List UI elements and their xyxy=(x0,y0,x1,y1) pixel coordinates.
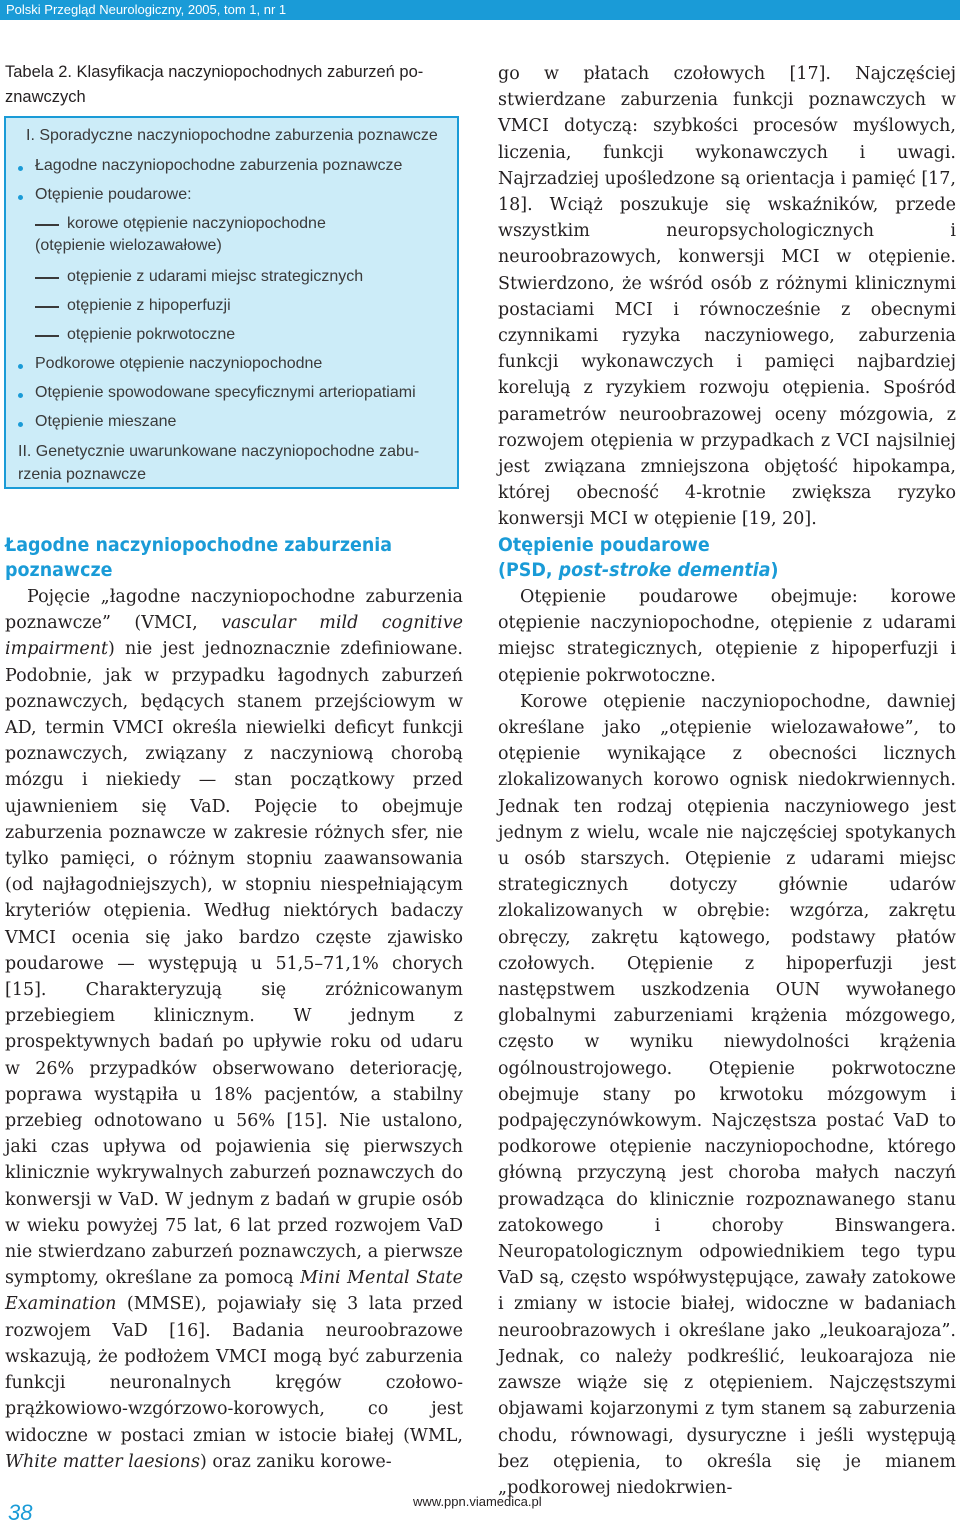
text-run: ) oraz zaniku korowe- xyxy=(199,1451,392,1472)
heading-line: Łagodne naczyniopochodne zaburzenia xyxy=(5,534,393,556)
running-title: Polski Przegląd Neurologiczny, 2005, tom 1, nr 1 xyxy=(6,2,287,17)
paragraph: Korowe otępienie naczyniopochodne, dawniej określane jako „otępienie wielozawałowe”, to otępienie wynikające z obecności licznych zlokalizowanych korowo ognisk niedokrwiennych. Jednak ten rodzaj otępienia naczyniowego jest jednym z wielu, wcale nie najczęściej spotykanych u osób starszych. Otępienie z udarami miejsc strategicznych dotyczy głównie udarów zlokalizowanych w obrębie: wzgórza, zakrętu obręczy, zakrętu kątowego, podstawy płatów czołowych. Otępienie z hipoperfuzji jest następstwem uszkodzenia OUN wywołanego globalnymi zaburzeniami krążenia mózgowego, często w wyniku niewydolności krążenia ogólnoustrojowego. Otępienie pokrwotoczne obejmuje stany po krwotoku mózgowym i podpajęczynówkowym. Najczęstsza postać VaD to podkorowe otępienie naczyniopochodne, którego główną przyczyną jest choroba małych naczyń prowadząca do klinicznie rozpoznawanego stanu zatokowego i choroby Binswangera. Neuropatologicznym odpowiednikiem tego typu VaD są, często współwystępujące, zawały zatokowe i zmiany w istocie białej, widoczne w badaniach neuroobrazowych i określane jako „leukoarajoza”. Jednak, co należy podkreślić, leukoarajoza nie zawsze wiąże się z otępieniem. Najczęstszymi objawami kojarzonymi z tym stanem są zaburzenia chodu, równowagi, dysuryczne i jeśli występują bez otępienia, to określa się je mianem „podkorowej niedokrwien- xyxy=(498,691,956,1498)
body-text-right-top xyxy=(498,61,956,533)
classification-table xyxy=(4,116,459,489)
table-row: korowe otępienie naczyniopochodne xyxy=(67,215,326,232)
bullet-icon xyxy=(18,195,23,200)
table-row: rzenia poznawcze xyxy=(18,466,147,483)
table-caption xyxy=(5,60,461,110)
bullet-icon xyxy=(18,166,23,171)
heading-line: poznawcze xyxy=(5,559,113,581)
journal-url[interactable]: www.ppn.viamedica.pl xyxy=(413,1494,542,1509)
page-number: 38 xyxy=(8,1500,33,1525)
italic-text: vascular mild cognitive impairment xyxy=(5,613,463,660)
bullet-icon xyxy=(18,422,23,427)
table-row: I. Sporadyczne naczyniopochodne zaburzenia poznawcze xyxy=(26,127,438,144)
italic-text: post-stroke dementia xyxy=(558,559,771,581)
heading-line: Otępienie poudarowe xyxy=(498,534,710,556)
table-row: otępienie z hipoperfuzji xyxy=(67,297,231,314)
heading-line xyxy=(498,558,779,583)
table-row: (otępienie wielozawałowe) xyxy=(35,237,222,254)
paragraph xyxy=(5,584,463,1475)
paragraph: go w płatach czołowych [17]. Najczęściej stwierdzane zaburzenia funkcji poznawczych w VMCI dotyczą: szybkości procesów myślowych, liczenia, funkcji wykonawczych i uwagi. Najrzadziej upośledzone są orientacja i pamięć [17, 18]. Wciąż poszukuje się wskaźników, przede wszystkim neuropsychologicznych i neuroobrazowych, konwersji MCI w otępienie. Stwierdzono, że wśród osób z różnymi klinicznymi postaciami MCI i równocześnie z obecnymi czynnikami ryzyka naczyniowego, zaburzenia funkcji wykonawczych i pamięci najbardziej korelują z ryzykiem rozwoju otępienia. Spośród parametrów neuroobrazowej oceny mózgowia, z rozwojem otępienia w przypadkach z VCI najsilniej jest związana zmniejszona objętość hipokampa, której obecność 4-krotnie zwiększa ryzyko konwersji MCI w otępienie [19, 20]. xyxy=(498,64,956,530)
text-run: (MMSE), pojawiały się 3 lata przed rozwojem VaD [16]. Badania neuroobrazowe wskazują, że podłożem VMCI mogą być zaburzenia funkcji neuronalnych kręgów czołowo-prążkowiowo-wzgórzowo-korowych, co jest widoczne w postaci zmian w istocie białej (WML, xyxy=(5,1294,463,1446)
table-row: Otępienie mieszane xyxy=(35,413,177,430)
dash-icon xyxy=(35,224,59,226)
table-row: Łagodne naczyniopochodne zaburzenia poznawcze xyxy=(35,157,403,174)
bullet-icon xyxy=(18,393,23,398)
text-run: (PSD, xyxy=(498,559,559,581)
table-row: Podkorowe otępienie naczyniopochodne xyxy=(35,355,323,372)
paragraph: Otępienie poudarowe obejmuje: korowe otępienie naczyniopochodne, otępienie z udarami miejsc strategicznych, otępienie z hipoperfuzji i otępienie pokrwotoczne. xyxy=(498,587,956,686)
text-run: ) nie jest jednoznacznie zdefiniowane. Podobnie, jak w przypadku łagodnych zaburzeń poznawczych, będących stanem przejściowym w AD, termin VMCI określa niewielki deficyt funkcji poznawczych, związany z naczyniową chorobą mózgu i niekiedy — stan początkowy przed ujawnieniem się VaD. Pojęcie to obejmuje zaburzenia poznawcze w zakresie różnych sfer, nie tylko pamięci, o różnym stopniu zaawansowania (od najłagodniejszych), w stopniu niespełniającym kryteriów otępienia. Według niektórych badaczy VMCI ocenia się jako bardzo częste zjawisko poudarowe — występują u 51,5–71,1% chorych [15]. Charakteryzują się zróżnicowanym przebiegiem klinicznym. W jednym z prospektywnych badań po upływie roku od udaru w 26% przypadków obserwowano deteriorację, poprawa wystąpiła u 18% pacjentów, a stabilny przebieg odnotowano u 56% [15]. Nie ustalono, jaki czas upływa od pojawienia się pierwszych klinicznie wykrywalnych zaburzeń poznawczych do konwersji w VaD. W jednym z badań w grupie osób w wieku powyżej 75 lat, 6 lat przed rozwojem VaD nie stwierdzano zaburzeń poznawczych, a pierwsze symptomy, określane za pomocą xyxy=(5,639,463,1289)
section-heading-psd xyxy=(498,533,779,583)
bullet-icon xyxy=(18,364,23,369)
table-caption-line: Tabela 2. Klasyfikacja naczyniopochodnych zaburzeń po- xyxy=(5,63,424,81)
table-row: Otępienie spowodowane specyficznymi arteriopatiami xyxy=(35,384,416,401)
dash-icon xyxy=(35,277,59,279)
table-row: otępienie z udarami miejsc strategicznych xyxy=(67,268,364,285)
italic-text: White matter laesions xyxy=(5,1451,200,1472)
table-row: otępienie pokrwotoczne xyxy=(67,326,236,343)
dash-icon xyxy=(35,306,59,308)
body-text-right xyxy=(498,584,956,1501)
section-heading-vmci xyxy=(5,533,392,583)
text-run: Pojęcie „łagodne naczyniopochodne zaburzenia poznawcze” (VMCI, xyxy=(5,587,463,634)
text-run: ) xyxy=(770,559,779,581)
italic-text: Mini Mental State Examination xyxy=(5,1268,463,1315)
running-header xyxy=(0,0,960,20)
dash-icon xyxy=(35,335,59,337)
table-row: Otępienie poudarowe: xyxy=(35,186,192,203)
table-row: II. Genetycznie uwarunkowane naczyniopochodne zabu- xyxy=(18,443,420,460)
table-caption-line: znawczych xyxy=(5,88,86,106)
body-text-left xyxy=(5,584,463,1475)
